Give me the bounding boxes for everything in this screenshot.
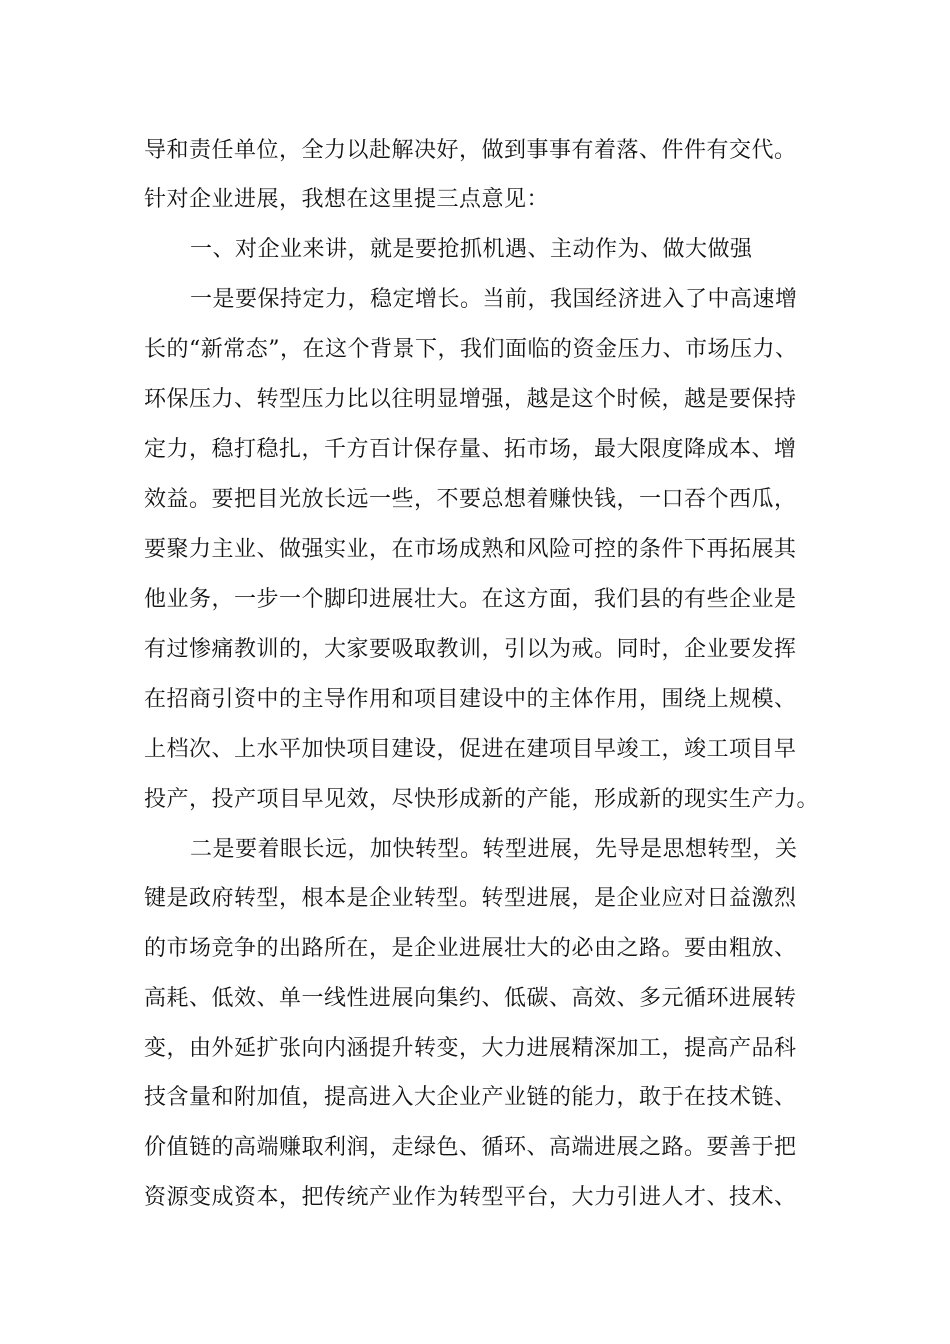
text-line: 投产，投产项目早见效，尽快形成新的产能，形成新的现实生产力。 — [144, 787, 820, 812]
text-line: 上档次、上水平加快项目建设，促进在建项目早竣工，竣工项目早 — [144, 737, 797, 762]
text-line: 他业务，一步一个脚印进展壮大。在这方面，我们县的有些企业是 — [144, 587, 797, 612]
text-line: 针对企业进展，我想在这里提三点意见： — [144, 187, 550, 212]
section-heading: 一、对企业来讲，就是要抢抓机遇、主动作为、做大做强 — [190, 237, 753, 262]
text-line: 在招商引资中的主导作用和项目建设中的主体作用，围绕上规模、 — [144, 687, 797, 712]
text-line: 导和责任单位，全力以赴解决好，做到事事有着落、件件有交代。 — [144, 138, 797, 163]
text-line: 有过惨痛教训的，大家要吸取教训，引以为戒。同时，企业要发挥 — [144, 637, 797, 662]
text-line: 定力，稳打稳扎，千方百计保存量、拓市场，最大限度降成本、增 — [144, 437, 797, 462]
paragraph-start: 一是要保持定力，稳定增长。当前，我国经济进入了中高速增 — [190, 287, 798, 312]
text-line: 键是政府转型，根本是企业转型。转型进展，是企业应对日益激烈 — [144, 886, 797, 911]
text-line: 的市场竞争的出路所在，是企业进展壮大的必由之路。要由粗放、 — [144, 936, 797, 961]
text-line: 环保压力、转型压力比以往明显增强，越是这个时候，越是要保持 — [144, 387, 797, 412]
text-line: 价值链的高端赚取利润，走绿色、循环、高端进展之路。要善于把 — [144, 1135, 797, 1160]
text-line: 技含量和附加值，提高进入大企业产业链的能力，敢于在技术链、 — [144, 1085, 797, 1110]
text-line: 资源变成资本，把传统产业作为转型平台，大力引进人才、技术、 — [144, 1185, 797, 1210]
text-line: 要聚力主业、做强实业，在市场成熟和风险可控的条件下再拓展其 — [144, 537, 797, 562]
text-line: 效益。要把目光放长远一些，不要总想着赚快钱，一口吞个西瓜， — [144, 487, 797, 512]
text-line: 长的“新常态”，在这个背景下，我们面临的资金压力、市场压力、 — [144, 337, 798, 362]
text-line: 变，由外延扩张向内涵提升转变，大力进展精深加工，提高产品科 — [144, 1036, 797, 1061]
paragraph-start: 二是要着眼长远，加快转型。转型进展，先导是思想转型，关 — [190, 837, 798, 862]
text-line: 高耗、低效、单一线性进展向集约、低碳、高效、多元循环进展转 — [144, 986, 797, 1011]
